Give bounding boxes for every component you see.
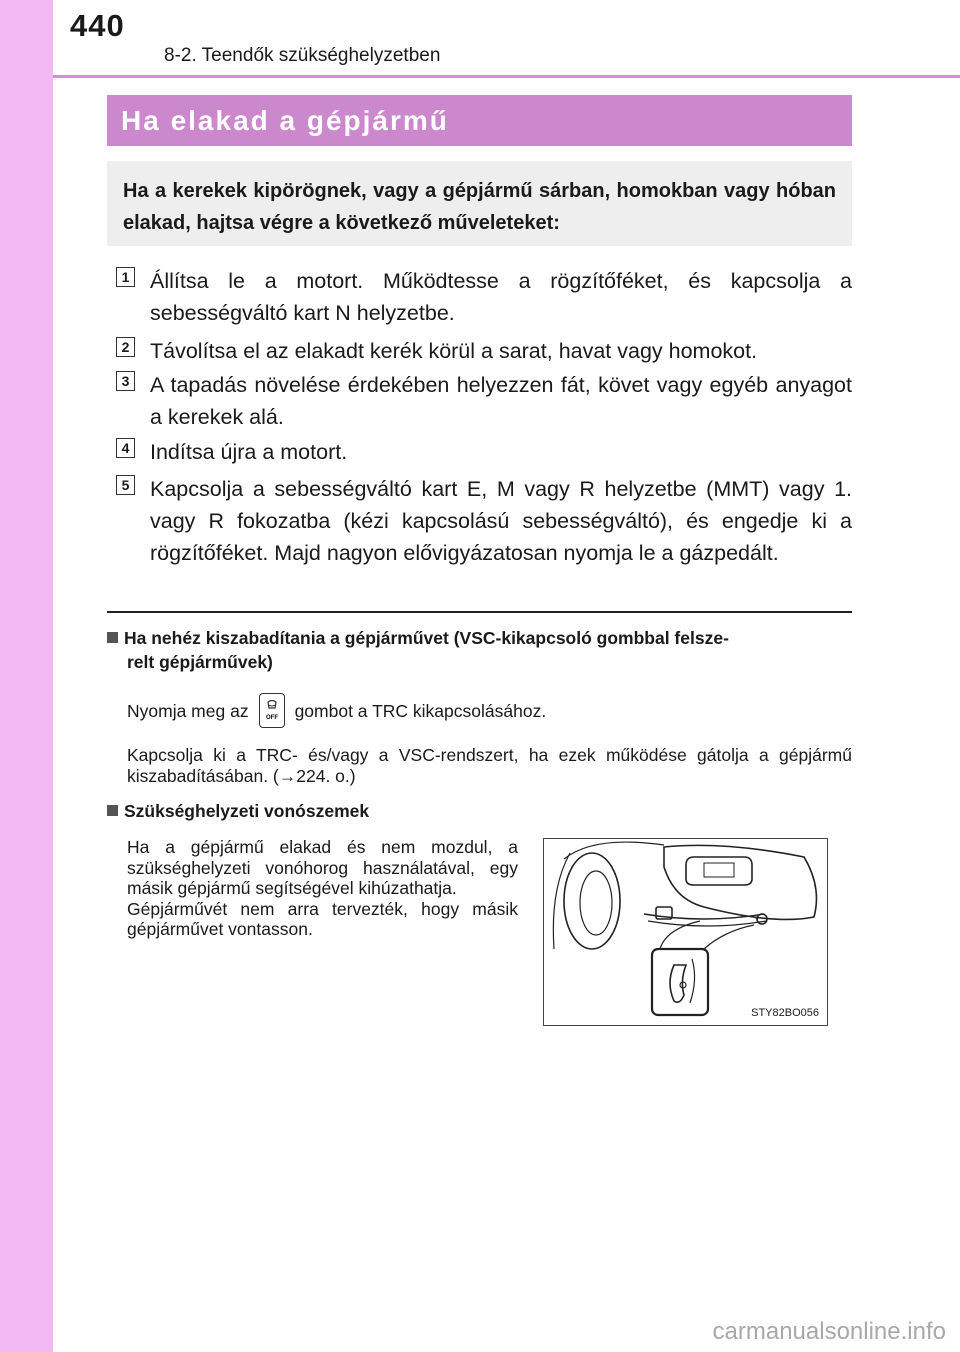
towing-text-1: Ha a gépjármű elakad és nem mozdul, a szükséghelyzeti vonóhorog használatával, egy másik gépjármű segítségével kihúzathatja.: [127, 837, 518, 898]
section-title: Ha elakad a gépjármű: [107, 95, 852, 146]
step-number-badge: 4: [116, 438, 135, 458]
intro-box: [107, 161, 852, 246]
step-3: [116, 369, 852, 433]
step-2: [116, 335, 852, 367]
step-1: [116, 265, 852, 329]
step-5: [116, 473, 852, 569]
vsc-note: Kapcsolja ki a TRC- és/vagy a VSC-rendszert, ha ezek működése gátolja a gépjármű kiszabadításában. (→224. o.): [127, 745, 852, 786]
towing-text: [127, 837, 518, 940]
step-text: Indítsa újra a motort.: [150, 440, 348, 464]
step-number-badge: 3: [116, 371, 135, 391]
header-rule: [53, 75, 960, 78]
step-text: A tapadás növelése érdekében helyezzen fát, követ vagy egyéb anyagot a kerekek alá.: [150, 373, 852, 429]
bullet-square-icon: [107, 632, 118, 643]
towing-eye-figure: [543, 838, 828, 1026]
svg-text:OFF: OFF: [265, 715, 278, 721]
step-number-badge: 1: [116, 267, 135, 287]
towing-heading: Szükséghelyzeti vonószemek: [107, 799, 857, 823]
step-number-badge: 2: [116, 337, 135, 357]
section-divider: [107, 611, 852, 613]
step-text: Állítsa le a motort. Működtesse a rögzítőféket, és kapcsolja a sebességváltó kart N helyzetbe.: [150, 269, 852, 325]
side-tab-band: [0, 0, 53, 1352]
intro-text: Ha a kerekek kipörögnek, vagy a gépjármű sárban, homokban vagy hóban elakad, hajtsa végre a következő műveleteket:: [123, 180, 836, 234]
step-text: Távolítsa el az elakadt kerék körül a sarat, havat vagy homokot.: [150, 339, 758, 363]
vsc-off-button-icon: [259, 693, 285, 728]
watermark: carmanualsonline.info: [712, 1318, 946, 1345]
towing-text-2: Gépjárművét nem arra tervezték, hogy másik gépjárművet vontasson.: [127, 898, 518, 939]
step-text: Kapcsolja a sebességváltó kart E, M vagy R helyzetbe (MMT) vagy 1. vagy R fokozatba (kézi kapcsolású sebességváltó), és engedje ki a rögzítőféket. Majd nagyon elővigyázatosan nyomja le a gázpedált.: [150, 477, 852, 565]
press-instruction: Nyomja meg az OFF gombot a TRC kikapcsolásához.: [127, 695, 852, 730]
step-4: [116, 436, 852, 468]
chapter-title: 8-2. Teendők szükséghelyzetben: [164, 45, 441, 66]
page-number: 440: [70, 8, 125, 43]
figure-code: STY82BO056: [751, 1007, 819, 1019]
step-number-badge: 5: [116, 475, 135, 495]
vehicle-underside-illustration: [544, 839, 827, 1025]
bullet-square-icon: [107, 805, 118, 816]
vsc-heading: Ha nehéz kiszabadítania a gépjárművet (VSC-kikapcsoló gombbal felsze- relt gépjárművek): [107, 626, 857, 674]
